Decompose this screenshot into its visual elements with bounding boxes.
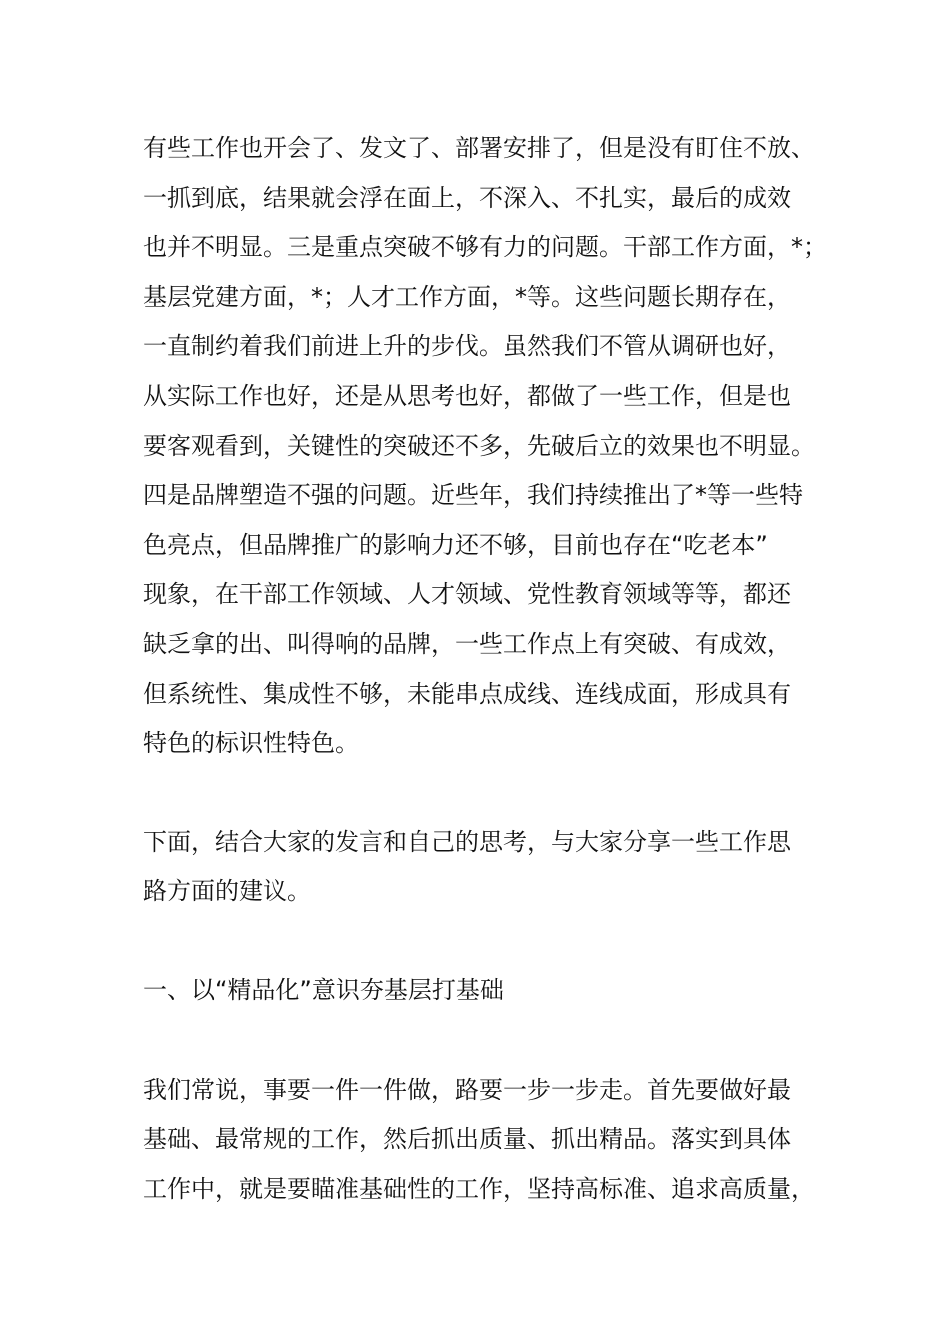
text-line: 缺乏拿的出、叫得响的品牌，一些工作点上有突破、有成效， [143, 629, 791, 658]
text-line: 现象，在干部工作领域、人才领域、党性教育领域等等，都还 [143, 580, 791, 609]
document-body [143, 124, 827, 1263]
text-line: 有些工作也开会了、发文了、部署安排了，但是没有盯住不放、 [143, 134, 815, 162]
text-line: 也并不明显。三是重点突破不够有力的问题。干部工作方面，*； [143, 233, 827, 262]
section-heading [143, 966, 823, 1016]
text-line: 下面，结合大家的发言和自己的思考，与大家分享一些工作思 [143, 827, 791, 856]
text-line: 基层党建方面，*；人才工作方面，*等。这些问题长期存在， [143, 282, 791, 311]
paragraph-section-one [143, 1066, 823, 1215]
text-line: 一直制约着我们前进上升的步伐。虽然我们不管从调研也好， [143, 332, 791, 361]
paragraph-transition [143, 818, 823, 917]
text-line: 路方面的建议。 [143, 877, 311, 906]
text-line: 我们常说，事要一件一件做，路要一步一步走。首先要做好最 [143, 1075, 791, 1104]
paragraph-problems [143, 124, 827, 769]
text-line: 四是品牌塑造不强的问题。近些年，我们持续推出了*等一些特 [143, 481, 803, 510]
text-line: 工作中，就是要瞄准基础性的工作，坚持高标准、追求高质量， [143, 1174, 815, 1203]
heading-text: 一、以“精品化”意识夯基层打基础 [143, 975, 504, 1004]
text-line: 色亮点，但品牌推广的影响力还不够，目前也存在“吃老本” [143, 530, 768, 559]
text-line: 一抓到底，结果就会浮在面上，不深入、不扎实，最后的成效 [143, 183, 791, 212]
text-line: 基础、最常规的工作，然后抓出质量、抓出精品。落实到具体 [143, 1125, 791, 1154]
text-line: 特色的标识性特色。 [143, 729, 359, 758]
text-line: 但系统性、集成性不够，未能串点成线、连线成面，形成具有 [143, 679, 791, 708]
text-line: 要客观看到，关键性的突破还不多，先破后立的效果也不明显。 [143, 431, 815, 460]
text-line: 从实际工作也好，还是从思考也好，都做了一些工作，但是也 [143, 381, 791, 410]
